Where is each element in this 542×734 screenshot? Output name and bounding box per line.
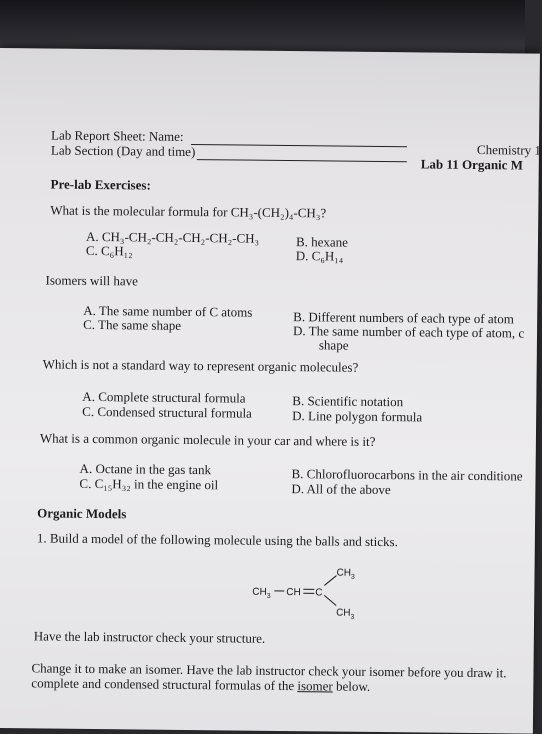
q3-option-a: A. Complete structural formula [82,389,245,406]
molecule-structure [252,561,353,622]
question-2: Isomers will have [45,272,138,288]
change-isomer-text: Change it to make an isomer. Have the lab instructor check your isomer before you draw it. [31,660,506,680]
model-instruction-1: 1. Build a model of the following molecule using the balls and sticks. [37,530,398,549]
ch3-top-label: $CH_3$ [336,568,355,581]
bond-to-bottom-ch3 [324,595,336,605]
complete-formula-text: complete and condensed structural formulas of the isomer below. [31,675,370,694]
q1-option-b: B. hexane [296,234,348,250]
worksheet-page [0,48,540,734]
q2-option-d-cont: shape [319,337,349,352]
q3-option-c: C. Condensed structural formula [82,404,252,421]
ch3-bottom-label: $CH_3$ [336,608,355,621]
lab-title: Lab 11 Organic M [421,156,523,172]
question-3: Which is not a standard way to represent organic molecules? [43,356,359,374]
prelab-heading: Pre-lab Exercises: [50,177,150,193]
name-label: Lab Report Sheet: Name: [51,128,184,144]
course-title: Chemistry 1 [477,142,541,158]
q1-option-a: A. CH₃-CH₂-CH₂-CH₂-CH₂-CH₃ [86,229,259,246]
question-4: What is a common organic molecule in your car and where is it? [40,430,376,449]
ch3-main-label: $CH_3$ [252,587,271,600]
q4-option-a: A. Octane in the gas tank [80,461,212,477]
q2-option-c: C. The same shape [83,317,181,333]
question-1: What is the molecular formula for CH₃-(CH₂)₄-CH₃? [50,203,326,221]
q1-option-d: D. C₆H₁₄ [296,248,344,263]
name-blank-line [191,144,407,147]
q4-option-d: D. All of the above [291,481,390,497]
ch-label: CH [286,587,301,598]
bond-to-top-ch3 [324,575,336,585]
q3-option-d: D. Line polygon formula [292,408,422,424]
carbon-label: C [315,587,322,598]
section-label: Lab Section (Day and time) [51,143,196,160]
q3-option-b: B. Scientific notation [292,393,403,409]
q4-option-b: B. Chlorofluorocarbons in the air conditione [291,466,522,483]
q1-option-c: C. C₆H₁₂ [86,243,133,258]
q2-option-b: B. Different numbers of each type of atom [293,309,514,326]
q2-option-a: A. The same number of C atoms [83,303,252,320]
organic-models-heading: Organic Models [37,505,126,521]
section-blank-line [197,159,407,162]
check-structure-text: Have the lab instructor check your structure. [34,628,266,645]
q4-option-c: C. C₁₅H₃₂ in the engine oil [79,476,218,492]
q2-option-d: D. The same number of each type of atom, c [293,323,524,340]
